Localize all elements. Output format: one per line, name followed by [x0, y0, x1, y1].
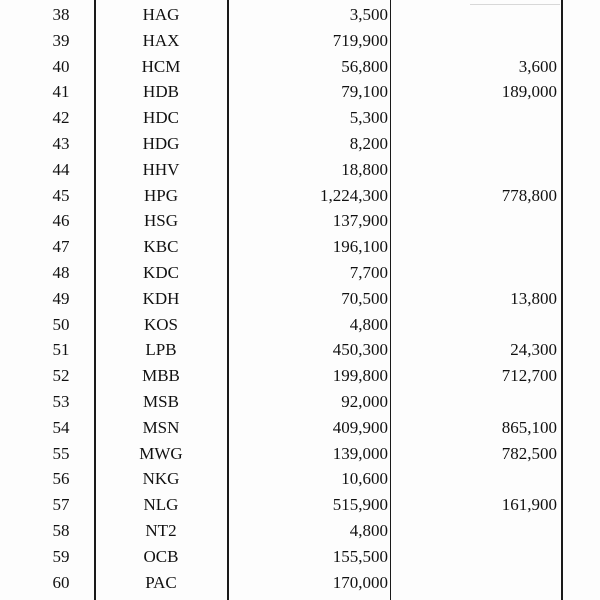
ticker-code: HAX: [142, 30, 180, 50]
ticker-code: HCM: [141, 56, 181, 76]
table-row: [0, 2, 600, 28]
row-number: 60: [52, 572, 70, 592]
stock-table-body: [0, 2, 600, 595]
table-row: [0, 492, 600, 518]
row-number: 42: [52, 108, 70, 128]
table-row: [0, 337, 600, 363]
table-row: [0, 466, 600, 492]
value-column-2: 24,300: [510, 340, 557, 360]
value-column-1: 56,800: [341, 56, 388, 76]
value-column-2: 3,600: [518, 56, 557, 76]
table-row: [0, 157, 600, 183]
table-row: [0, 260, 600, 286]
row-number: 47: [52, 237, 70, 257]
value-column-1: 92,000: [341, 391, 388, 411]
value-column-1: 79,100: [341, 82, 388, 102]
table-row: [0, 518, 600, 544]
row-number: 40: [52, 56, 70, 76]
row-number: 41: [52, 82, 70, 102]
row-number: 51: [52, 340, 70, 360]
ticker-code: HAG: [142, 5, 180, 24]
row-number: 55: [52, 443, 70, 463]
value-column-2: 712,700: [501, 366, 557, 386]
row-number: 56: [52, 469, 70, 489]
ticker-code: NKG: [142, 469, 180, 489]
ticker-code: KDH: [142, 288, 180, 308]
value-column-1: 7,700: [349, 262, 388, 282]
ticker-code: KDC: [143, 262, 179, 282]
value-column-2: 161,900: [501, 495, 557, 515]
row-number: 46: [52, 211, 70, 231]
table-row: [0, 79, 600, 105]
ticker-code: HDB: [143, 82, 179, 102]
value-column-1: 1,224,300: [320, 185, 388, 205]
ticker-code: OCB: [143, 546, 179, 566]
row-number: 52: [52, 366, 70, 386]
table-row: [0, 570, 600, 596]
table-row: [0, 544, 600, 570]
row-number: 50: [52, 314, 70, 334]
value-column-1: 4,800: [349, 314, 388, 334]
value-column-1: 3,500: [349, 5, 388, 24]
row-number: 49: [52, 288, 70, 308]
row-number: 45: [52, 185, 70, 205]
row-number: 53: [52, 391, 70, 411]
ticker-code: MBB: [142, 366, 180, 386]
ticker-code: HDC: [143, 108, 179, 128]
value-column-2: 13,800: [510, 288, 557, 308]
table-row: [0, 54, 600, 80]
ticker-code: KOS: [143, 314, 178, 334]
table-row: [0, 441, 600, 467]
row-number: 38: [52, 5, 70, 24]
value-column-2: 189,000: [501, 82, 557, 102]
table-row: [0, 183, 600, 209]
value-column-1: 5,300: [349, 108, 388, 128]
value-column-1: 515,900: [332, 495, 388, 515]
value-column-1: 8,200: [349, 133, 388, 153]
ticker-code: MWG: [139, 443, 183, 463]
table-row: [0, 389, 600, 415]
ticker-code: HDG: [142, 133, 180, 153]
ticker-code: HHV: [142, 159, 180, 179]
value-column-1: 450,300: [332, 340, 388, 360]
value-column-2: 865,100: [501, 417, 557, 437]
ticker-code: MSB: [143, 391, 179, 411]
row-number: 39: [52, 30, 70, 50]
ticker-code: MSN: [142, 417, 180, 437]
value-column-2: 782,500: [501, 443, 557, 463]
value-column-2: 778,800: [501, 185, 557, 205]
table-row: [0, 105, 600, 131]
ticker-code: PAC: [145, 572, 177, 592]
table-row: [0, 234, 600, 260]
value-column-1: 170,000: [332, 572, 388, 592]
row-number: 57: [52, 495, 70, 515]
row-number: 48: [52, 262, 70, 282]
table-row: [0, 363, 600, 389]
table-row: [0, 28, 600, 54]
value-column-1: 196,100: [332, 237, 388, 257]
row-number: 43: [52, 133, 70, 153]
table-row: [0, 286, 600, 312]
table-row: [0, 208, 600, 234]
value-column-1: 719,900: [332, 30, 388, 50]
value-column-1: 4,800: [349, 520, 388, 540]
table-row: [0, 415, 600, 441]
ticker-code: KBC: [143, 237, 179, 257]
row-number: 58: [52, 520, 70, 540]
value-column-1: 155,500: [332, 546, 388, 566]
value-column-1: 199,800: [332, 366, 388, 386]
ticker-code: HPG: [143, 185, 178, 205]
ticker-code: HSG: [143, 211, 178, 231]
value-column-1: 409,900: [332, 417, 388, 437]
table-row: [0, 312, 600, 338]
row-number: 44: [52, 159, 70, 179]
value-column-1: 139,000: [332, 443, 388, 463]
ticker-code: NT2: [145, 520, 177, 540]
value-column-1: 18,800: [341, 159, 388, 179]
row-number: 59: [52, 546, 70, 566]
ticker-code: LPB: [145, 340, 177, 360]
value-column-1: 10,600: [341, 469, 388, 489]
row-number: 54: [52, 417, 70, 437]
table-row: [0, 131, 600, 157]
value-column-1: 70,500: [341, 288, 388, 308]
ticker-code: NLG: [143, 495, 179, 515]
value-column-1: 137,900: [332, 211, 388, 231]
